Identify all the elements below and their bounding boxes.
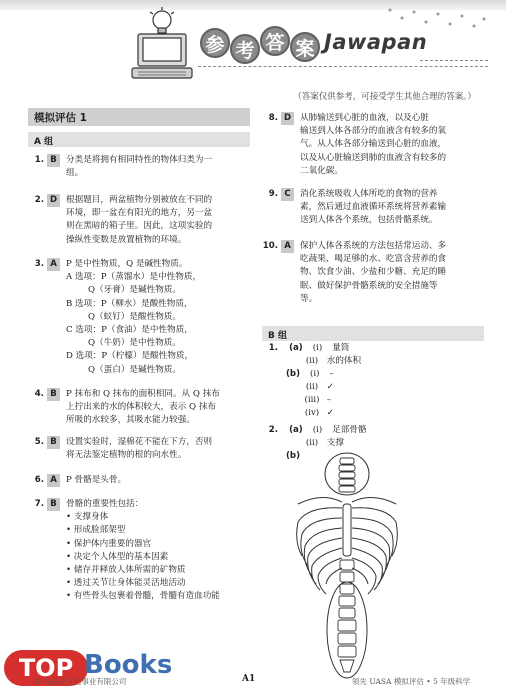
b1-row bbox=[300, 394, 331, 407]
q10-answer: A bbox=[281, 240, 294, 253]
q2-line: 则在黑暗的箱子里。因此，这项实验的 bbox=[66, 221, 213, 232]
q8-text bbox=[300, 112, 480, 178]
q3-line: C 选项：P（食油）是中性物质， bbox=[66, 325, 193, 336]
q8-line: 输送到人体各部分的血液含有较多的氧 bbox=[300, 126, 447, 137]
q6-line: P 骨骼是头骨。 bbox=[66, 475, 127, 485]
q7-answer: B bbox=[47, 498, 60, 511]
b1-row bbox=[262, 342, 349, 355]
page-header bbox=[0, 0, 506, 92]
q5-line: 将无法鉴定植物的根的向水性。 bbox=[66, 450, 187, 461]
b2-number: 2. bbox=[268, 425, 278, 435]
q9-line: 消化系统吸收人体所吃的食物的营养 bbox=[300, 189, 438, 199]
q3-line: B 选项：P（柳水）是酸性物质， bbox=[66, 298, 193, 309]
q8-answer: D bbox=[281, 112, 294, 125]
q10-number: 10. bbox=[262, 241, 278, 251]
b1-answer: 水的体积 bbox=[326, 356, 362, 366]
b1-answer: ✓ bbox=[326, 382, 334, 392]
q1-line: 分类是将拥有相同特性的物体归类为一 bbox=[66, 155, 213, 165]
q4-line: 上拧出来的水的体积较大，表示 Q 抹布 bbox=[66, 402, 217, 413]
q4-number: 4. bbox=[34, 389, 44, 399]
b1-answer: 量筒 bbox=[332, 343, 350, 353]
b1-sub: (iv) bbox=[304, 408, 320, 418]
q3-line: P 是中性物质，Q 是碱性物质。 bbox=[66, 259, 188, 269]
q10-line: 吃蔬果、喝足够的水、吃富含营养的食 bbox=[300, 254, 447, 265]
q8-line: 从肺输送到心脏的血液，以及心脏 bbox=[300, 113, 429, 123]
b2-row bbox=[300, 437, 344, 450]
q7-text bbox=[66, 498, 256, 604]
q7-bullet: • 决定个人体型的基本因素 bbox=[66, 551, 169, 562]
q7-bullet: • 形成脸部架型 bbox=[66, 525, 126, 536]
q1-line: 组。 bbox=[66, 168, 84, 179]
answer-note: （答案仅供参考，可接受学生其他合理的答案。） bbox=[293, 92, 476, 102]
q2-line: 操纵性变数是放置植物的环境。 bbox=[66, 234, 187, 245]
q7-bullet: • 支撑身体 bbox=[66, 512, 109, 523]
b1-sub: (i) bbox=[312, 343, 323, 353]
b1-row bbox=[300, 381, 334, 394]
q6-number: 6. bbox=[34, 475, 44, 485]
header-divider bbox=[198, 66, 488, 67]
q10-line: 物、饮食少油、少盐和少糖、充足的睡 bbox=[300, 267, 447, 278]
q10-line: 眠、做好保护骨骼系统的安全措施等 bbox=[300, 280, 438, 291]
header-divider-short bbox=[420, 60, 488, 61]
q3-number: 3. bbox=[34, 259, 44, 269]
q7-number: 7. bbox=[34, 499, 44, 509]
q9-text bbox=[300, 188, 480, 228]
q8-line: 气。从人体各部分输送到心脏的血液， bbox=[300, 139, 447, 150]
b2-part: (a) bbox=[289, 425, 303, 435]
q1-number: 1. bbox=[34, 155, 44, 165]
q3-answer: A bbox=[47, 258, 60, 271]
q3-line: Q（牛奶）是中性物质。 bbox=[88, 338, 181, 349]
q4-line: 所吸的水较多，其吸水能力较强。 bbox=[66, 415, 195, 426]
b1-row bbox=[300, 407, 334, 420]
title-char-4: 案 bbox=[290, 32, 320, 62]
q7-bullet: • 有些骨头包裹着骨髓，骨髓有造血功能 bbox=[66, 591, 220, 602]
q2-number: 2. bbox=[34, 195, 44, 205]
q10-text bbox=[300, 240, 480, 306]
q8-line: 二氧化碳。 bbox=[300, 165, 343, 176]
q7-bullet: • 储存并释放人体所需的矿物质 bbox=[66, 565, 186, 576]
b2-answer: 支撑 bbox=[326, 438, 344, 448]
title-char-2: 考 bbox=[230, 34, 260, 64]
q7-bullet: • 透过关节让身体能灵活地活动 bbox=[66, 578, 186, 589]
b1-number: 1. bbox=[268, 343, 278, 353]
q5-text bbox=[66, 436, 256, 462]
b1-row bbox=[278, 368, 334, 381]
b1-answer: – bbox=[329, 369, 334, 379]
q7-bullet: • 保护体内重要的器官 bbox=[66, 538, 152, 549]
q1-answer: B bbox=[47, 154, 60, 167]
q5-answer: B bbox=[47, 436, 60, 449]
q8-line: 以及从心脏输送到肺的血液含有较多的 bbox=[300, 152, 447, 163]
b1-answer: ✓ bbox=[326, 408, 334, 418]
b2-answer: 足部骨骼 bbox=[332, 425, 367, 435]
group-b-title: B 组 bbox=[262, 326, 484, 341]
b1-sub: (iii) bbox=[304, 395, 320, 405]
q9-number: 9. bbox=[268, 189, 278, 199]
q5-line: 设置实验时，湿棉花不能在下方，否则 bbox=[66, 437, 213, 447]
b1-part: (a) bbox=[289, 343, 303, 353]
b1-sub: (ii) bbox=[305, 356, 319, 366]
q9-line: 送到人体各个系统，包括骨骼系统。 bbox=[300, 215, 438, 226]
title-char-3: 答 bbox=[260, 26, 290, 56]
title-char-1: 参 bbox=[200, 28, 230, 58]
b2-sub: (i) bbox=[312, 425, 323, 435]
section-title: 模拟评估 1 bbox=[28, 108, 250, 126]
page-number: A1 bbox=[242, 674, 256, 684]
computer-lightbulb-icon bbox=[128, 6, 196, 82]
q6-answer: A bbox=[47, 474, 60, 487]
q8-number: 8. bbox=[268, 113, 278, 123]
q3-text bbox=[66, 258, 256, 377]
q4-text bbox=[66, 388, 256, 428]
watermark-logo-text: Books bbox=[84, 650, 173, 680]
q7-line: 骨骼的重要性包括： bbox=[66, 499, 144, 509]
q3-line: D 选项：P（柠檬）是酸性物质， bbox=[66, 351, 194, 362]
q9-line: 素，然后通过血液循环系统将营养素输 bbox=[300, 202, 447, 213]
ribcage-spine-diagram bbox=[288, 452, 406, 682]
q4-answer: B bbox=[47, 388, 60, 401]
b2-part: (b) bbox=[285, 451, 300, 461]
b2-sub: (ii) bbox=[305, 438, 319, 448]
b1-row bbox=[300, 355, 361, 368]
b1-sub: (ii) bbox=[305, 382, 319, 392]
q2-text bbox=[66, 194, 256, 247]
left-column bbox=[28, 108, 260, 147]
q3-line: Q（蛋白）是碱性物质。 bbox=[88, 364, 181, 375]
b1-answer: – bbox=[326, 395, 332, 405]
b1-part: (b) bbox=[285, 369, 300, 379]
watermark-logo: TOP bbox=[4, 650, 88, 686]
q5-number: 5. bbox=[34, 437, 44, 447]
q3-line: Q（蚁钉）是酸性物质。 bbox=[88, 311, 181, 322]
q1-text bbox=[66, 154, 256, 180]
footer-publisher: © 马来亚文化事业有限公司 bbox=[34, 677, 127, 686]
q2-line: 环境，即一盆在有阳光的地方，另一盆 bbox=[66, 208, 213, 219]
q9-answer: C bbox=[281, 188, 294, 201]
q6-text bbox=[66, 474, 256, 487]
title-latin: Jawapan bbox=[324, 30, 428, 54]
footer-series: 领先 UASA 模拟评估 • 5 年级科学 bbox=[352, 677, 471, 686]
group-a-title: A 组 bbox=[28, 132, 250, 147]
q2-line: 根据题目，两盆植物分别被放在不同的 bbox=[66, 195, 213, 205]
q10-line: 等。 bbox=[300, 293, 318, 304]
b2-row bbox=[262, 424, 367, 437]
q2-answer: D bbox=[47, 194, 60, 207]
b1-sub: (i) bbox=[310, 369, 320, 379]
q10-line: 保护人体各系统的方法包括常运动、多 bbox=[300, 241, 447, 251]
q3-line: A 选项：P（蒸馏水）是中性物质， bbox=[66, 272, 202, 283]
q3-line: Q（牙膏）是碱性物质。 bbox=[88, 285, 181, 296]
q4-line: P 抹布和 Q 抹布的面积相同。从 Q 抹布 bbox=[66, 389, 220, 399]
